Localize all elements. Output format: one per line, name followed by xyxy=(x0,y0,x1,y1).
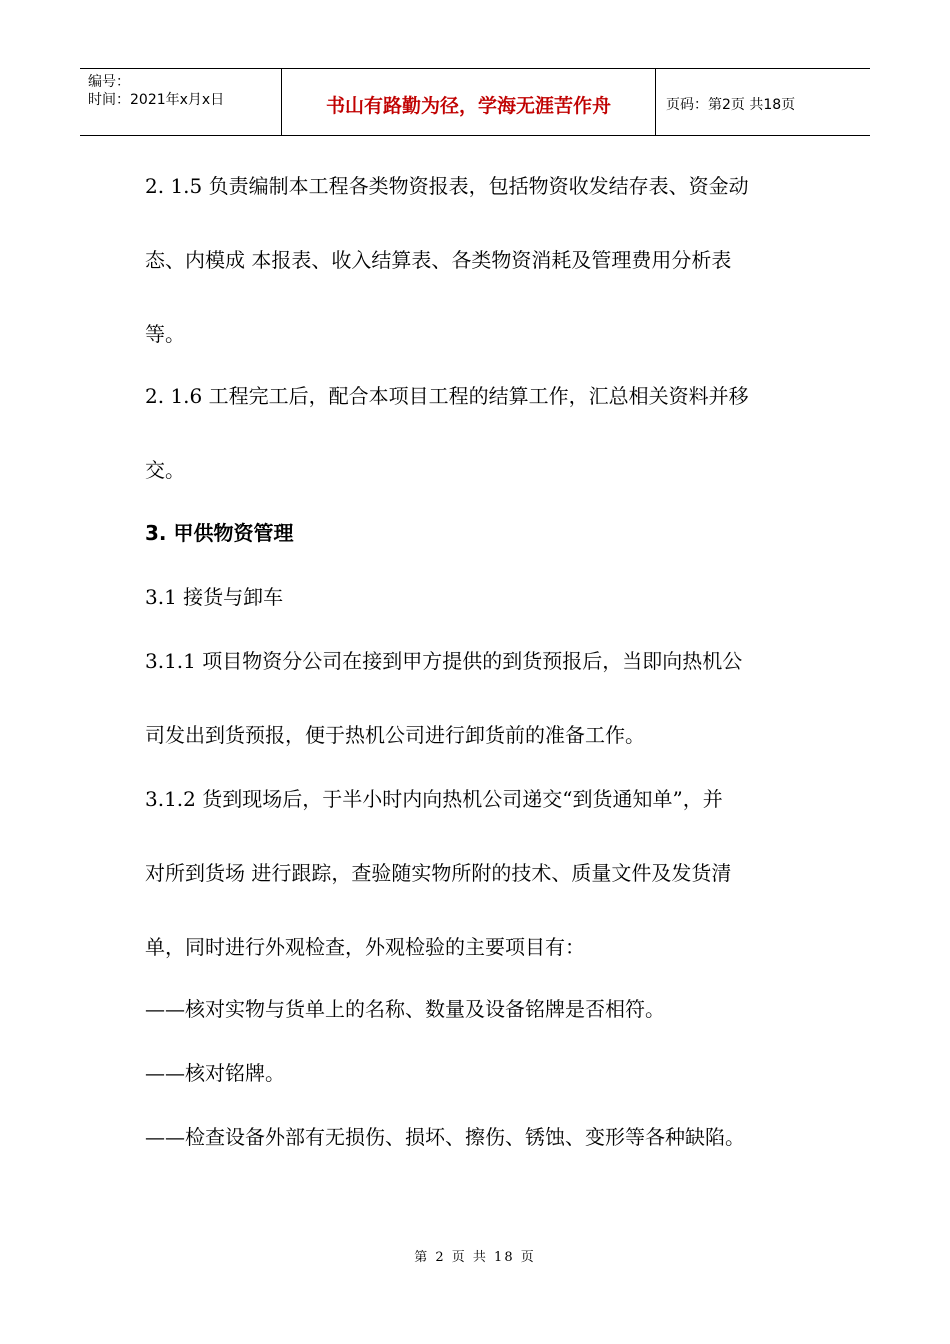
paragraph-line: 2. 1.6 工程完工后，配合本项目工程的结算工作，汇总相关资料并移 xyxy=(145,384,749,408)
paragraph-line: 交。 xyxy=(145,458,185,482)
number-label: 编号： xyxy=(88,74,130,90)
header-meta-cell xyxy=(80,69,282,135)
list-item: ——核对铭牌。 xyxy=(145,1061,285,1085)
header-motto: 书山有路勤为径，学海无涯苦作舟 xyxy=(282,69,656,135)
list-item: ——核对实物与货单上的名称、数量及设备铭牌是否相符。 xyxy=(145,997,665,1021)
paragraph-line: 司发出到货预报，便于热机公司进行卸货前的准备工作。 xyxy=(145,723,645,747)
header-table xyxy=(80,68,870,136)
paragraph-line: 3.1.2 货到现场后，于半小时内向热机公司递交“到货通知单”，并 xyxy=(145,787,723,811)
list-item: ——检查设备外部有无损伤、损坏、擦伤、锈蚀、变形等各种缺陷。 xyxy=(145,1125,745,1149)
paragraph-line: 2. 1.5 负责编制本工程各类物资报表，包括物资收发结存表、资金动 xyxy=(145,174,749,198)
time-label: 时间：2021年x月x日 xyxy=(88,92,225,108)
section-heading: 3. 甲供物资管理 xyxy=(145,521,294,545)
paragraph-line: 单，同时进行外观检查，外观检验的主要项目有： xyxy=(145,935,585,959)
paragraph-line: 等。 xyxy=(145,322,185,346)
paragraph-line: 态、内模成 本报表、收入结算表、各类物资消耗及管理费用分析表 xyxy=(145,248,732,272)
paragraph-line: 3.1.1 项目物资分公司在接到甲方提供的到货预报后，当即向热机公 xyxy=(145,649,743,673)
header-page-info: 页码：第2页 共18页 xyxy=(666,97,796,113)
subsection-heading: 3.1 接货与卸车 xyxy=(145,585,284,609)
page-footer: 第 2 页 共 18 页 xyxy=(414,1250,536,1265)
paragraph-line: 对所到货场 进行跟踪，查验随实物所附的技术、质量文件及发货清 xyxy=(145,861,732,885)
